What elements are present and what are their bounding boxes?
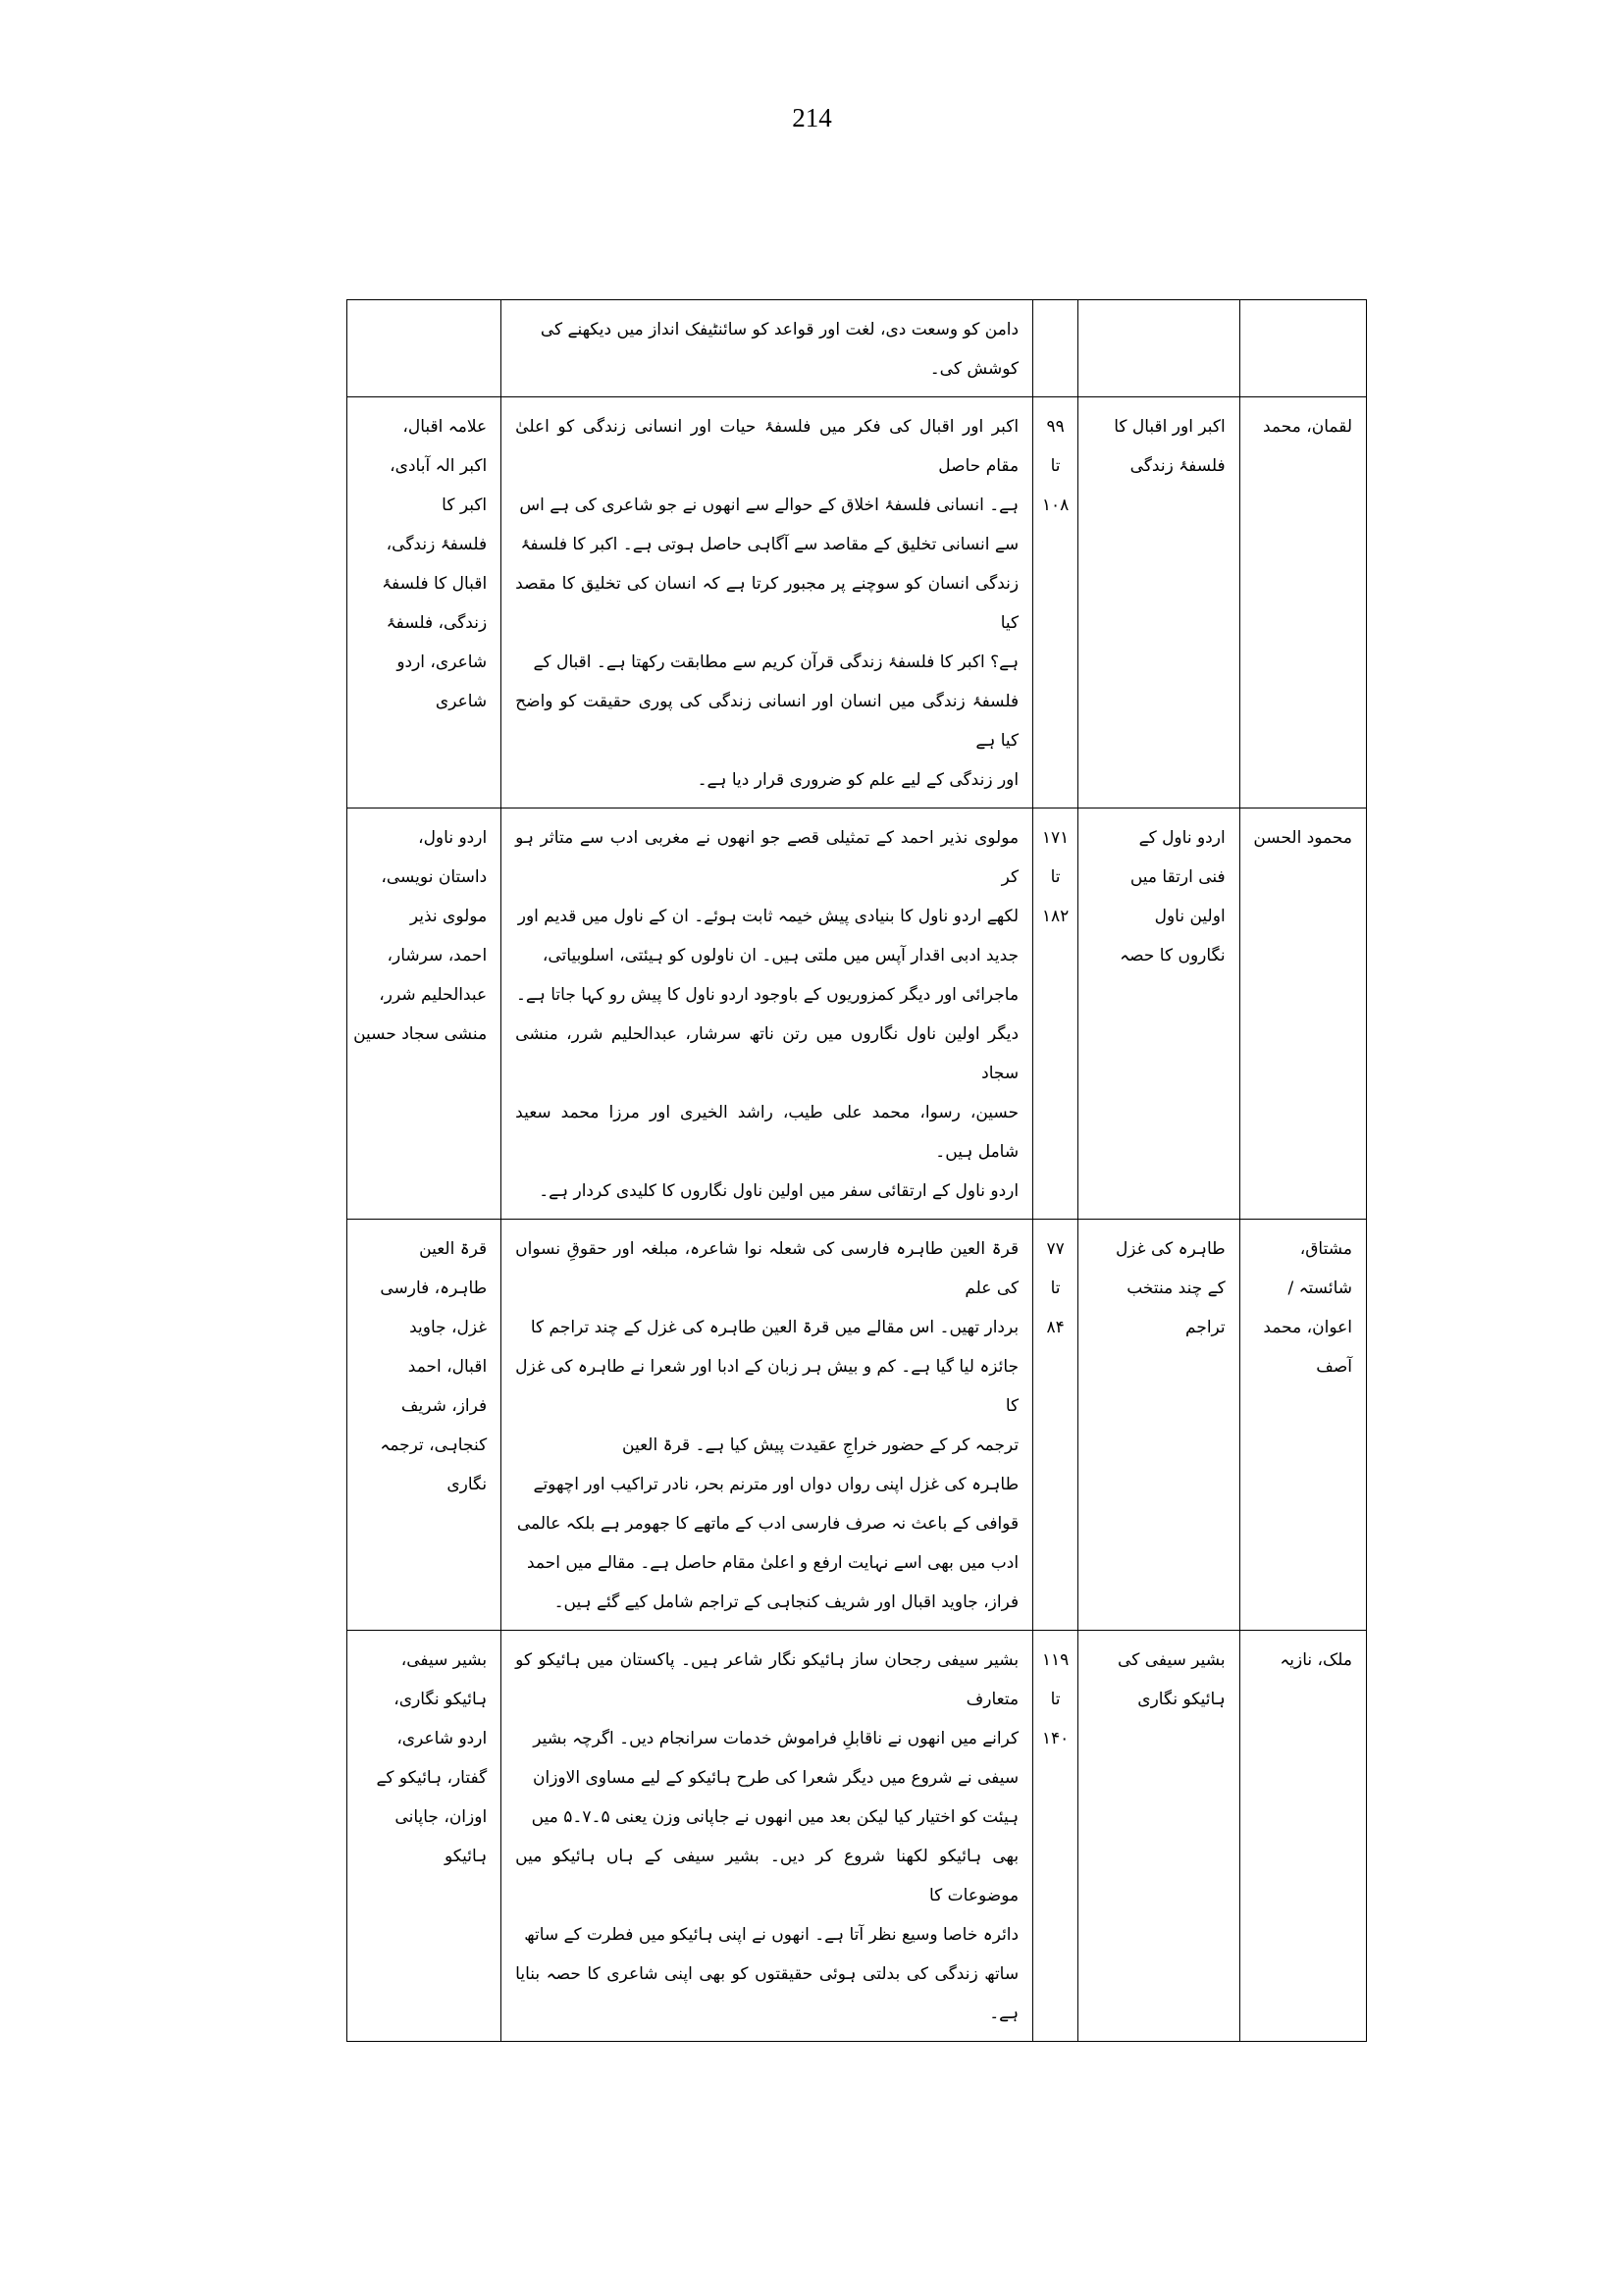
author-line: محمود الحسن: [1253, 828, 1352, 848]
pages-line: ۱۰۸: [1041, 496, 1070, 515]
summary-line: کوشش کی۔: [929, 359, 1020, 379]
summary-line: لکھے اردو ناول کا بنیادی پیش خیمہ ثابت ہوئے۔ ان کے ناول میں قدیم اور: [517, 907, 1020, 926]
summary-line: دائرہ خاصا وسیع نظر آتا ہے۔ انھوں نے اپنی ہائیکو میں فطرت کے ساتھ: [524, 1925, 1020, 1945]
summary-line: ہے؟ اکبر کا فلسفۂ زندگی قرآن کریم سے مطابقت رکھتا ہے۔ اقبال کے: [533, 652, 1020, 672]
summary-line: سیفی نے شروع میں دیگر شعرا کی طرح ہائیکو کے لیے مساوی الاوزان: [533, 1768, 1020, 1788]
summary-line: ماجرائی اور دیگر کمزوریوں کے باوجود اردو ناول کا پیش رو کہا جاتا ہے۔: [515, 985, 1020, 1005]
keywords-line: منشی سجاد حسین: [353, 1024, 488, 1044]
keywords-line: اردو شاعری،: [396, 1729, 488, 1748]
pages-line: ۱۴۰: [1041, 1729, 1070, 1748]
summary-line: اردو ناول کے ارتقائی سفر میں اولین ناول نگاروں کا کلیدی کردار ہے۔: [539, 1181, 1020, 1201]
summary-line: ادب میں بھی اسے نہایت ارفع و اعلیٰ مقام حاصل ہے۔ مقالے میں احمد: [526, 1553, 1020, 1573]
summary-line: فراز، جاوید اقبال اور شریف کنجاہی کے تراجم شامل کیے گئے ہیں۔: [553, 1592, 1020, 1612]
pages-line: تا: [1050, 456, 1061, 476]
author-cell: [1239, 300, 1366, 397]
keywords-line: داستان نویسی،: [381, 867, 488, 887]
title-line: ہائیکو نگاری: [1137, 1690, 1226, 1709]
summary-line: بردار تھیں۔ اس مقالے میں قرۃ العین طاہرہ کی غزل کے چند تراجم کا: [530, 1318, 1020, 1337]
title-cell: [1078, 1631, 1240, 2042]
author-line: آصف: [1316, 1357, 1352, 1377]
keywords-line: غزل، جاوید: [409, 1318, 488, 1337]
summary-cell: [501, 808, 1033, 1220]
summary-line: ہیئت کو اختیار کیا لیکن بعد میں انھوں نے جاپانی وزن یعنی ۵۔۷۔۵ میں: [531, 1807, 1020, 1827]
table-row: [347, 1220, 1367, 1631]
pages-line: ۷۷: [1046, 1239, 1065, 1259]
keywords-line: گفتار، ہائیکو کے: [376, 1768, 488, 1788]
keywords-line: فلسفۂ زندگی،: [386, 535, 488, 554]
keywords-line: زندگی، فلسفۂ: [386, 613, 488, 633]
index-table: [346, 299, 1367, 2042]
title-line: کے چند منتخب: [1126, 1278, 1226, 1298]
pages-cell: [1033, 300, 1078, 397]
summary-line: کرانے میں انھوں نے ناقابلِ فراموش خدمات سرانجام دیں۔ اگرچہ بشیر: [533, 1729, 1020, 1748]
author-cell: [1239, 808, 1366, 1220]
keywords-line: ہائیکو: [444, 1847, 488, 1866]
index-table-body: [347, 300, 1367, 2042]
summary-line: زندگی انسان کو سوچنے پر مجبور کرتا ہے کہ انسان کی تخلیق کا مقصد کیا: [515, 574, 1020, 633]
keywords-line: بشیر سیفی،: [400, 1650, 488, 1670]
keywords-cell: [347, 397, 501, 808]
title-line: فلسفۂ زندگی: [1129, 456, 1226, 476]
pages-cell: [1033, 1631, 1078, 2042]
author-line: ملک، نازیہ: [1280, 1650, 1352, 1670]
keywords-line: فراز، شریف: [400, 1396, 488, 1416]
title-line: اولین ناول: [1154, 907, 1226, 926]
title-cell: [1078, 808, 1240, 1220]
summary-line: ہے۔ انسانی فلسفۂ اخلاق کے حوالے سے انھوں نے جو شاعری کی ہے اس: [519, 496, 1020, 515]
summary-line: طاہرہ کی غزل اپنی رواں دواں اور مترنم بحر، نادر تراکیب اور اچھوتے: [533, 1475, 1020, 1494]
keywords-line: طاہرہ، فارسی: [380, 1278, 488, 1298]
author-cell: [1239, 1631, 1366, 2042]
author-line: مشتاق،: [1299, 1239, 1352, 1259]
summary-line: قرۃ العین طاہرہ فارسی کی شعلہ نوا شاعرہ، مبلغہ اور حقوقِ نسواں کی علم: [515, 1239, 1020, 1298]
keywords-line: علامہ اقبال،: [402, 417, 488, 437]
summary-cell: [501, 1220, 1033, 1631]
keywords-line: شاعری، اردو: [396, 652, 488, 672]
title-line: اکبر اور اقبال کا: [1114, 417, 1226, 437]
pages-line: ۱۷۱: [1041, 828, 1070, 848]
keywords-line: قرۃ العین: [419, 1239, 488, 1259]
summary-line: فلسفۂ زندگی میں انسان اور انسانی زندگی کی پوری حقیقت کو واضح کیا ہے: [515, 692, 1020, 751]
title-cell: [1078, 397, 1240, 808]
author-line: شائستہ /: [1287, 1278, 1352, 1298]
pages-cell: [1033, 808, 1078, 1220]
summary-line: دیگر اولین ناول نگاروں میں رتن ناتھ سرشار، عبدالحلیم شرر، منشی سجاد: [515, 1024, 1020, 1083]
keywords-line: شاعری: [435, 692, 488, 711]
title-line: نگاروں کا حصہ: [1120, 946, 1226, 965]
pages-cell: [1033, 397, 1078, 808]
keywords-cell: [347, 300, 501, 397]
keywords-line: نگاری: [446, 1475, 488, 1494]
keywords-line: اقبال کا فلسفۂ: [382, 574, 488, 594]
keywords-line: کنجاہی، ترجمہ: [380, 1435, 488, 1455]
pages-line: ۱۸۲: [1041, 907, 1070, 926]
author-line: اعوان، محمد: [1263, 1318, 1352, 1337]
pages-line: ۹۹: [1046, 417, 1065, 437]
summary-line: مولوی نذیر احمد کے تمثیلی قصے جو انھوں نے مغربی ادب سے متاثر ہو کر: [515, 828, 1020, 887]
table-row: [347, 300, 1367, 397]
keywords-line: ہائیکو نگاری،: [393, 1690, 488, 1709]
keywords-line: مولوی نذیر: [409, 907, 488, 926]
pages-line: تا: [1050, 867, 1061, 887]
title-cell: [1078, 300, 1240, 397]
summary-line: جائزہ لیا گیا ہے۔ کم و بیش ہر زبان کے ادبا اور شعرا نے طاہرہ کی غزل کا: [515, 1357, 1020, 1416]
summary-line: قوافی کے باعث نہ صرف فارسی ادب کے ماتھے کا جھومر ہے بلکہ عالمی: [516, 1514, 1020, 1534]
keywords-line: اکبر الہ آبادی،: [390, 456, 488, 476]
keywords-line: اکبر کا: [442, 496, 488, 515]
summary-line: حسین، رسوا، محمد علی طیب، راشد الخیری اور مرزا محمد سعید شامل ہیں۔: [515, 1103, 1020, 1162]
table-row: [347, 1631, 1367, 2042]
pages-line: ۸۴: [1046, 1318, 1065, 1337]
summary-line: ترجمہ کر کے حضور خراجِ عقیدت پیش کیا ہے۔ قرۃ العین: [622, 1435, 1020, 1455]
keywords-cell: [347, 1631, 501, 2042]
author-cell: [1239, 397, 1366, 808]
pages-cell: [1033, 1220, 1078, 1631]
summary-line: بھی ہائیکو لکھنا شروع کر دیں۔ بشیر سیفی کے ہاں ہائیکو میں موضوعات کا: [515, 1847, 1020, 1905]
keywords-line: عبدالحلیم شرر،: [379, 985, 488, 1005]
summary-cell: [501, 1631, 1033, 2042]
author-line: لقمان، محمد: [1263, 417, 1352, 437]
summary-line: ساتھ زندگی کی بدلتی ہوئی حقیقتوں کو بھی اپنی شاعری کا حصہ بنایا ہے۔: [515, 1964, 1020, 2023]
table-row: [347, 808, 1367, 1220]
summary-line: سے انسانی تخلیق کے مقاصد سے آگاہی حاصل ہوتی ہے۔ اکبر کا فلسفۂ: [520, 535, 1020, 554]
keywords-line: احمد، سرشار،: [387, 946, 488, 965]
keywords-cell: [347, 808, 501, 1220]
summary-line: بشیر سیفی رجحان ساز ہائیکو نگار شاعر ہیں۔ پاکستان میں ہائیکو کو متعارف: [515, 1650, 1020, 1709]
title-line: طاہرہ کی غزل: [1115, 1239, 1226, 1259]
summary-line: جدید ادبی اقدار آپس میں ملتی ہیں۔ ان ناولوں کو ہیئتی، اسلوبیاتی،: [542, 946, 1020, 965]
author-cell: [1239, 1220, 1366, 1631]
summary-line: اکبر اور اقبال کی فکر میں فلسفۂ حیات اور انسانی زندگی کو اعلیٰ مقام حاصل: [515, 417, 1020, 476]
title-line: فنی ارتقا میں: [1129, 867, 1226, 887]
page-number: 214: [792, 103, 832, 132]
keywords-cell: [347, 1220, 501, 1631]
pages-line: ۱۱۹: [1041, 1650, 1070, 1670]
keywords-line: اقبال، احمد: [407, 1357, 488, 1377]
keywords-line: اردو ناول،: [418, 828, 488, 848]
summary-line: اور زندگی کے لیے علم کو ضروری قرار دیا ہے۔: [697, 770, 1020, 790]
title-cell: [1078, 1220, 1240, 1631]
summary-line: دامن کو وسعت دی، لغت اور قواعد کو سائنٹیفک انداز میں دیکھنے کی: [540, 320, 1020, 339]
summary-cell: [501, 397, 1033, 808]
pages-line: تا: [1050, 1690, 1061, 1709]
keywords-line: اوزان، جاپانی: [394, 1807, 488, 1827]
title-line: تراجم: [1185, 1318, 1226, 1337]
title-line: بشیر سیفی کی: [1118, 1650, 1226, 1670]
title-line: اردو ناول کے: [1138, 828, 1226, 848]
summary-cell: [501, 300, 1033, 397]
pages-line: تا: [1050, 1278, 1061, 1298]
table-row: [347, 397, 1367, 808]
